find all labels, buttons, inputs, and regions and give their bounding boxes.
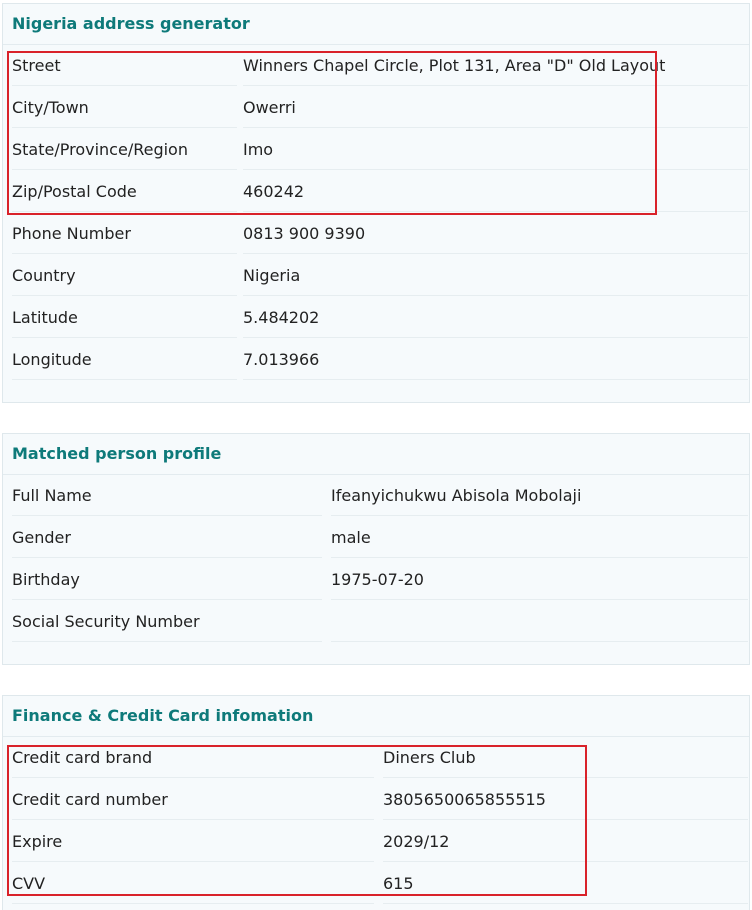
address-panel-title: Nigeria address generator [3, 4, 749, 45]
row-label: City/Town [12, 87, 237, 128]
person-panel [2, 433, 750, 665]
row-label: Expire [12, 821, 374, 862]
row-label: Social Security Number [12, 601, 322, 642]
address-table [3, 45, 749, 381]
row-label: Street [12, 45, 237, 86]
person-panel-title: Matched person profile [3, 434, 749, 475]
row-value: Ifeanyichukwu Abisola Mobolaji [331, 475, 748, 516]
row-label: Credit card brand [12, 737, 374, 778]
table-row [3, 737, 749, 779]
address-panel [2, 3, 750, 403]
row-label: Full Name [12, 475, 322, 516]
row-value: 7.013966 [243, 339, 748, 380]
row-value: 1975-07-20 [331, 559, 748, 600]
table-row [3, 821, 749, 863]
row-label: Phone Number [12, 213, 237, 254]
finance-panel-title: Finance & Credit Card infomation [3, 696, 749, 737]
table-row [3, 45, 749, 87]
table-row [3, 339, 749, 381]
row-label: Gender [12, 517, 322, 558]
row-value: Diners Club [383, 737, 748, 778]
table-row [3, 297, 749, 339]
table-row [3, 601, 749, 643]
row-label: Zip/Postal Code [12, 171, 237, 212]
row-label: CVV [12, 863, 374, 904]
row-value: 615 [383, 863, 748, 904]
row-label: Longitude [12, 339, 237, 380]
table-row [3, 171, 749, 213]
table-row [3, 779, 749, 821]
row-value [331, 601, 748, 642]
row-value: Nigeria [243, 255, 748, 296]
table-row [3, 129, 749, 171]
row-value: 5.484202 [243, 297, 748, 338]
table-row [3, 255, 749, 297]
person-table [3, 475, 749, 643]
row-label: Credit card number [12, 779, 374, 820]
table-row [3, 559, 749, 601]
row-value: Owerri [243, 87, 748, 128]
row-label: State/Province/Region [12, 129, 237, 170]
finance-table [3, 737, 749, 905]
table-row [3, 863, 749, 905]
row-value: Winners Chapel Circle, Plot 131, Area "D" Old Layout [243, 45, 748, 86]
row-value: male [331, 517, 748, 558]
row-value: 3805650065855515 [383, 779, 748, 820]
row-label: Country [12, 255, 237, 296]
row-label: Latitude [12, 297, 237, 338]
table-row [3, 475, 749, 517]
table-row [3, 517, 749, 559]
table-row [3, 213, 749, 255]
row-value: Imo [243, 129, 748, 170]
finance-panel [2, 695, 750, 910]
table-row [3, 87, 749, 129]
row-label: Birthday [12, 559, 322, 600]
row-value: 2029/12 [383, 821, 748, 862]
row-value: 0813 900 9390 [243, 213, 748, 254]
row-value: 460242 [243, 171, 748, 212]
